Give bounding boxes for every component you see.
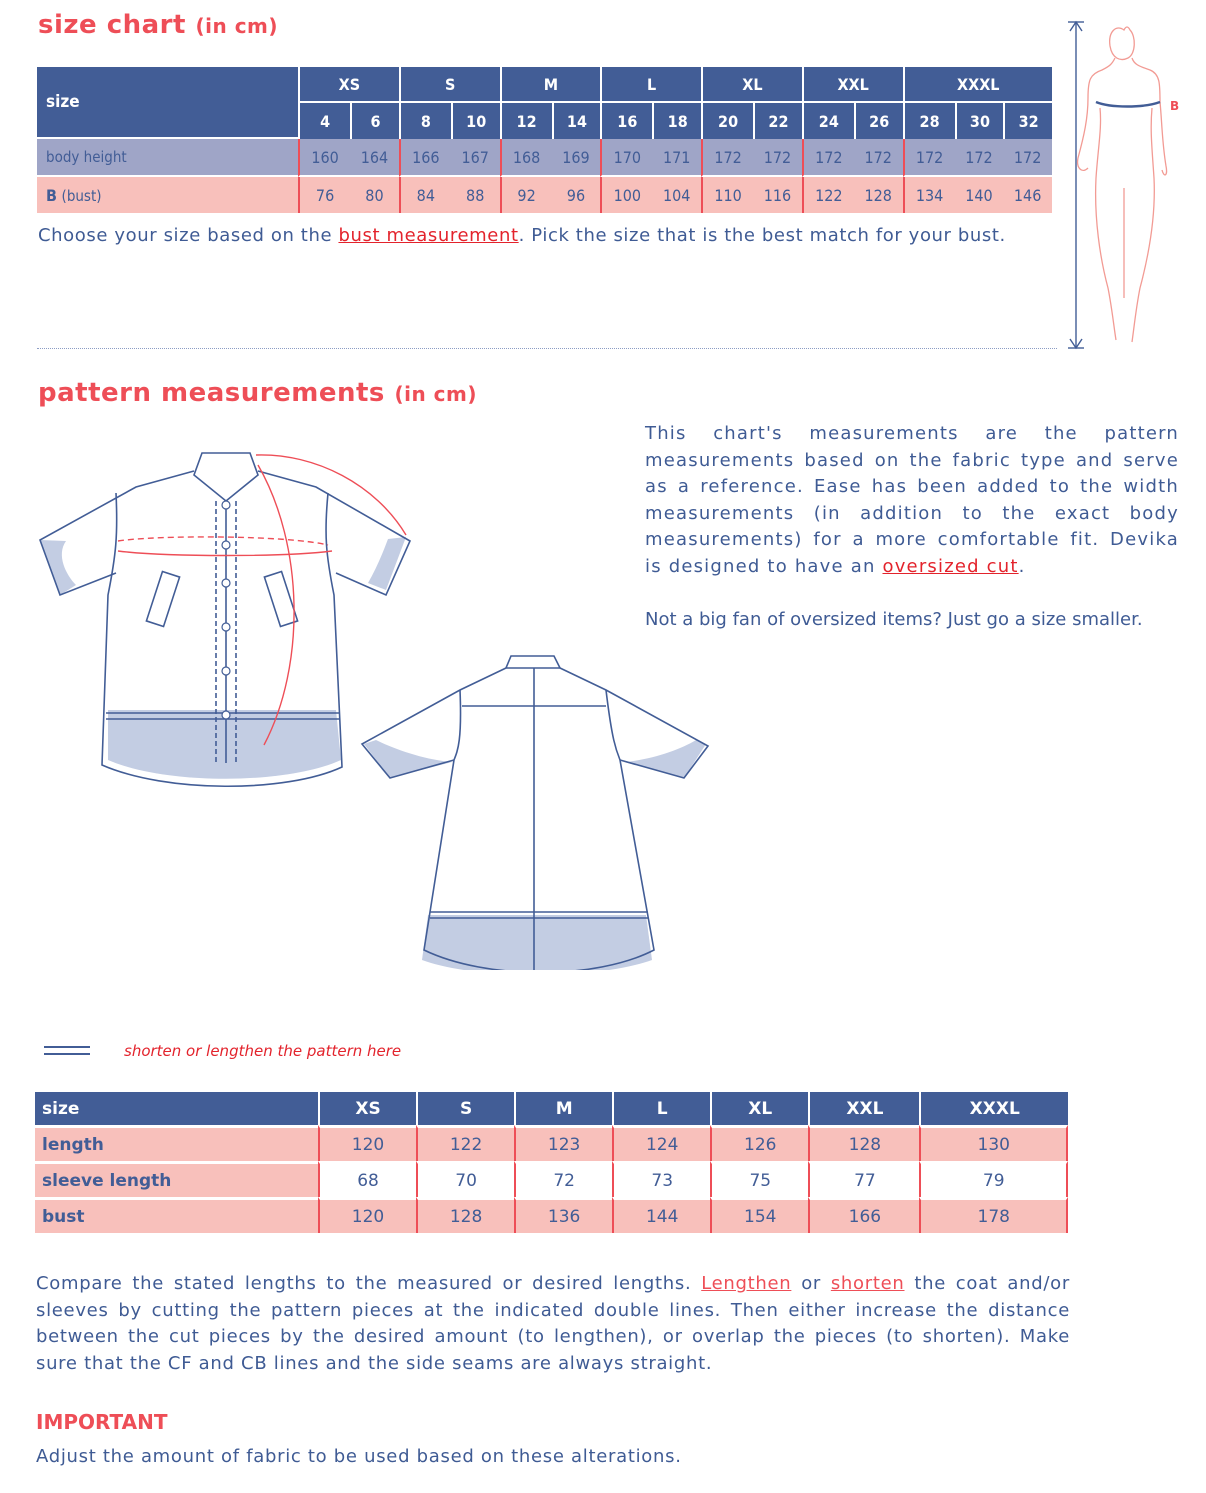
bust-row [37, 177, 1052, 213]
pattern-size-s: S [416, 1092, 514, 1125]
pattern-heading [38, 378, 477, 408]
size-chart-heading [38, 10, 278, 40]
body-height-cell: 172 [1003, 139, 1052, 177]
pattern-row-bust [35, 1197, 1068, 1233]
bust-cell: 100 [600, 177, 652, 213]
bust-measurement-link[interactable]: bust measurement [338, 225, 519, 246]
bust-cell: 104 [652, 177, 701, 213]
body-height-cell: 172 [854, 139, 903, 177]
bust-figure-label: B [1170, 99, 1180, 113]
pattern-value-cell: 128 [416, 1197, 514, 1233]
pattern-value-cell: 75 [710, 1161, 808, 1197]
note-text-after: . Pick the size that is the best match for your bust. [518, 225, 1006, 246]
size-number-cell: 6 [350, 103, 399, 139]
important-text: Adjust the amount of fabric to be used based on these alterations. [36, 1446, 682, 1467]
bust-cell: 92 [500, 177, 552, 213]
pattern-value-cell: 166 [808, 1197, 919, 1233]
pattern-value-cell: 126 [710, 1125, 808, 1161]
coat-back-illustration [356, 650, 716, 970]
body-height-cell: 170 [600, 139, 652, 177]
size-choice-note [38, 223, 1006, 250]
pattern-row-label: bust [35, 1197, 318, 1233]
pattern-value-cell: 128 [808, 1125, 919, 1161]
size-group-xxxl: XXXL [903, 67, 1053, 103]
pattern-value-cell: 70 [416, 1161, 514, 1197]
pattern-title: pattern measurements [38, 378, 385, 408]
pattern-value-cell: 72 [514, 1161, 612, 1197]
description-text: This chart's measurements are the pattern measurements based on the fabric type and serve as a reference. Ease has been added to the width measurements (in addition to the exact body measurements) for a more comfortable fit. Devika is designed to have an [645, 423, 1179, 577]
size-number-cell: 26 [854, 103, 903, 139]
bust-cell: 146 [1003, 177, 1052, 213]
body-height-cell: 172 [802, 139, 854, 177]
body-height-cell: 171 [652, 139, 701, 177]
coat-back-shading-icon [364, 740, 706, 970]
coat-front-shading-icon [40, 537, 406, 779]
pattern-value-cell: 144 [612, 1197, 710, 1233]
size-number-cell: 14 [552, 103, 601, 139]
pattern-size-xl: XL [710, 1092, 808, 1125]
body-height-label: body height [37, 139, 298, 177]
alteration-text-1: Compare the stated lengths to the measured or desired lengths. [36, 1273, 702, 1294]
pattern-tip: Not a big fan of oversized items? Just go a size smaller. [645, 609, 1143, 630]
size-group-s: S [399, 67, 500, 103]
pattern-size-xxl: XXL [808, 1092, 919, 1125]
pattern-value-cell: 73 [612, 1161, 710, 1197]
size-number-cell: 32 [1003, 103, 1052, 139]
bust-cell: 88 [451, 177, 500, 213]
pattern-value-cell: 122 [416, 1125, 514, 1161]
bust-cell: 128 [854, 177, 903, 213]
note-text-before: Choose your size based on the [38, 225, 339, 246]
size-number-cell: 22 [753, 103, 802, 139]
body-height-cell: 160 [298, 139, 350, 177]
size-number-cell: 30 [955, 103, 1004, 139]
size-number-cell: 16 [600, 103, 652, 139]
size-number-cell: 4 [298, 103, 350, 139]
important-heading: IMPORTANT [36, 1410, 168, 1434]
pattern-value-cell: 120 [318, 1125, 416, 1161]
pattern-unit: (in cm) [394, 382, 477, 406]
body-height-cell: 168 [500, 139, 552, 177]
pattern-value-cell: 136 [514, 1197, 612, 1233]
bust-cell: 134 [903, 177, 955, 213]
alteration-text-3: the coat and/or sleeves by cutting the pattern pieces at the indicated double lines. Then either increase the distance between the cut pieces by the desired amount (to lengthen), or overlap the pieces (to shorten). Make sure that the CF and CB lines and the side seams are always straight. [36, 1273, 1070, 1374]
size-number-cell: 18 [652, 103, 701, 139]
female-figure-icon [1078, 27, 1167, 342]
pattern-row-label: length [35, 1125, 318, 1161]
description-period: . [1018, 555, 1026, 577]
bust-cell: 122 [802, 177, 854, 213]
pattern-value-cell: 79 [919, 1161, 1068, 1197]
size-group-l: L [600, 67, 701, 103]
body-figure-illustration [1060, 18, 1206, 354]
pattern-size-xs: XS [318, 1092, 416, 1125]
bust-cell: 110 [701, 177, 753, 213]
alteration-text-2: or [791, 1273, 831, 1294]
body-height-cell: 166 [399, 139, 451, 177]
lengthen-link[interactable]: Lengthen [701, 1273, 792, 1294]
body-height-cell: 172 [753, 139, 802, 177]
size-group-xs: XS [298, 67, 399, 103]
bust-label-letter: B [46, 185, 57, 205]
pattern-value-cell: 77 [808, 1161, 919, 1197]
pattern-row-sleeve-length [35, 1161, 1068, 1197]
double-line-legend-icon [44, 1046, 90, 1055]
bust-cell: 96 [552, 177, 601, 213]
size-group-xl: XL [701, 67, 802, 103]
size-number-cell: 10 [451, 103, 500, 139]
bust-label-text: (bust) [61, 186, 102, 205]
bust-cell: 140 [955, 177, 1004, 213]
size-number-cell: 24 [802, 103, 854, 139]
pattern-value-cell: 130 [919, 1125, 1068, 1161]
size-header-label: size [37, 67, 298, 139]
bust-label [37, 177, 298, 213]
body-height-cell: 167 [451, 139, 500, 177]
pattern-value-cell: 124 [612, 1125, 710, 1161]
bust-cell: 80 [350, 177, 399, 213]
pattern-value-cell: 68 [318, 1161, 416, 1197]
size-group-xxl: XXL [802, 67, 903, 103]
oversized-cut-link[interactable]: oversized cut [882, 555, 1019, 577]
pattern-row-label: sleeve length [35, 1161, 318, 1197]
size-chart-table [37, 67, 1052, 213]
pattern-header-row [35, 1092, 1068, 1125]
bust-cell: 116 [753, 177, 802, 213]
pattern-size-l: L [612, 1092, 710, 1125]
body-height-cell: 172 [701, 139, 753, 177]
size-number-cell: 8 [399, 103, 451, 139]
shorten-link[interactable]: shorten [830, 1273, 905, 1294]
pattern-size-header: size [35, 1092, 318, 1125]
body-height-row [37, 139, 1052, 177]
body-height-cell: 169 [552, 139, 601, 177]
pattern-value-cell: 154 [710, 1197, 808, 1233]
size-number-cell: 20 [701, 103, 753, 139]
pattern-value-cell: 123 [514, 1125, 612, 1161]
size-number-cell: 12 [500, 103, 552, 139]
pattern-row-length [35, 1125, 1068, 1161]
size-group-row [37, 67, 1052, 103]
body-height-cell: 172 [955, 139, 1004, 177]
pattern-size-xxxl: XXXL [919, 1092, 1068, 1125]
size-chart-unit: (in cm) [195, 14, 279, 38]
alteration-instructions [36, 1271, 1070, 1377]
pattern-value-cell: 178 [919, 1197, 1068, 1233]
pattern-size-m: M [514, 1092, 612, 1125]
size-group-m: M [500, 67, 601, 103]
pattern-description [645, 421, 1179, 580]
size-number-cell: 28 [903, 103, 955, 139]
pattern-value-cell: 120 [318, 1197, 416, 1233]
pattern-measurements-table [35, 1092, 1068, 1233]
bust-measure-line-icon [1096, 102, 1160, 107]
body-height-cell: 172 [903, 139, 955, 177]
body-height-cell: 164 [350, 139, 399, 177]
size-chart-title: size chart [38, 10, 186, 40]
bust-cell: 76 [298, 177, 350, 213]
height-arrow-icon [1068, 22, 1084, 348]
legend-label: shorten or lengthen the pattern here [124, 1042, 402, 1060]
section-divider [37, 348, 1057, 349]
bust-cell: 84 [399, 177, 451, 213]
